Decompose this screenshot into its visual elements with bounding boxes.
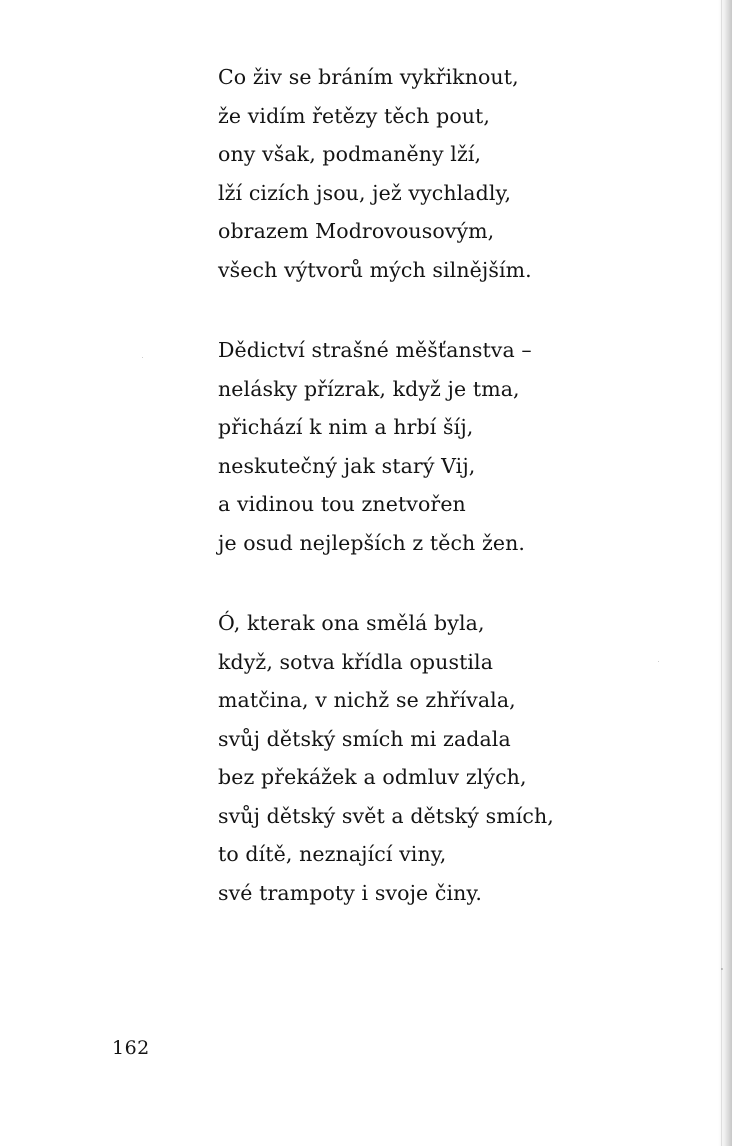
poem-line: nelásky přízrak, když je tma, <box>218 376 520 401</box>
stanza-2 <box>218 331 638 562</box>
scan-speck <box>721 968 723 970</box>
poem-line: obrazem Modrovousovým, <box>218 219 495 243</box>
scan-speck <box>142 357 143 358</box>
poem-line: svůj dětský svět a dětský smích, <box>218 803 554 828</box>
page-number: 162 <box>112 1037 150 1059</box>
poem-line: Ó, kterak ona smělá byla, <box>218 611 485 635</box>
poem-line: své trampoty i svoje činy. <box>218 880 482 905</box>
poem-line: lží cizích jsou, jež vychladly, <box>218 180 512 205</box>
poem-line: je osud nejlepších z těch žen. <box>218 530 526 555</box>
stanza-3 <box>218 604 638 912</box>
poem-line: svůj dětský smích mi zadala <box>218 726 511 751</box>
poem-line: Dědictví strašné měšťanstva – <box>218 338 532 362</box>
poem-line: to dítě, neznající viny, <box>218 842 447 866</box>
poem-line: ony však, podmaněny lží, <box>218 142 482 166</box>
poem-line: když, sotva křídla opustila <box>218 649 494 674</box>
poem-line: Co živ se bráním vykřiknout, <box>218 65 519 89</box>
poem-line: matčina, v nichž se zhřívala, <box>218 688 516 712</box>
poem-line: bez překážek a odmluv zlých, <box>218 765 527 789</box>
poem-line: neskutečný jak starý Vij, <box>218 453 476 478</box>
poem-line: a vidinou tou znetvořen <box>218 492 466 516</box>
page-edge-shadow <box>718 0 732 1146</box>
stanza-1 <box>218 58 638 289</box>
poem-line: přichází k nim a hrbí šíj, <box>218 415 474 439</box>
poem-line: že vidím řetězy těch pout, <box>218 103 491 128</box>
poem-line: všech výtvorů mých silnějším. <box>218 257 532 282</box>
scan-speck <box>658 661 659 662</box>
poem <box>218 58 638 954</box>
